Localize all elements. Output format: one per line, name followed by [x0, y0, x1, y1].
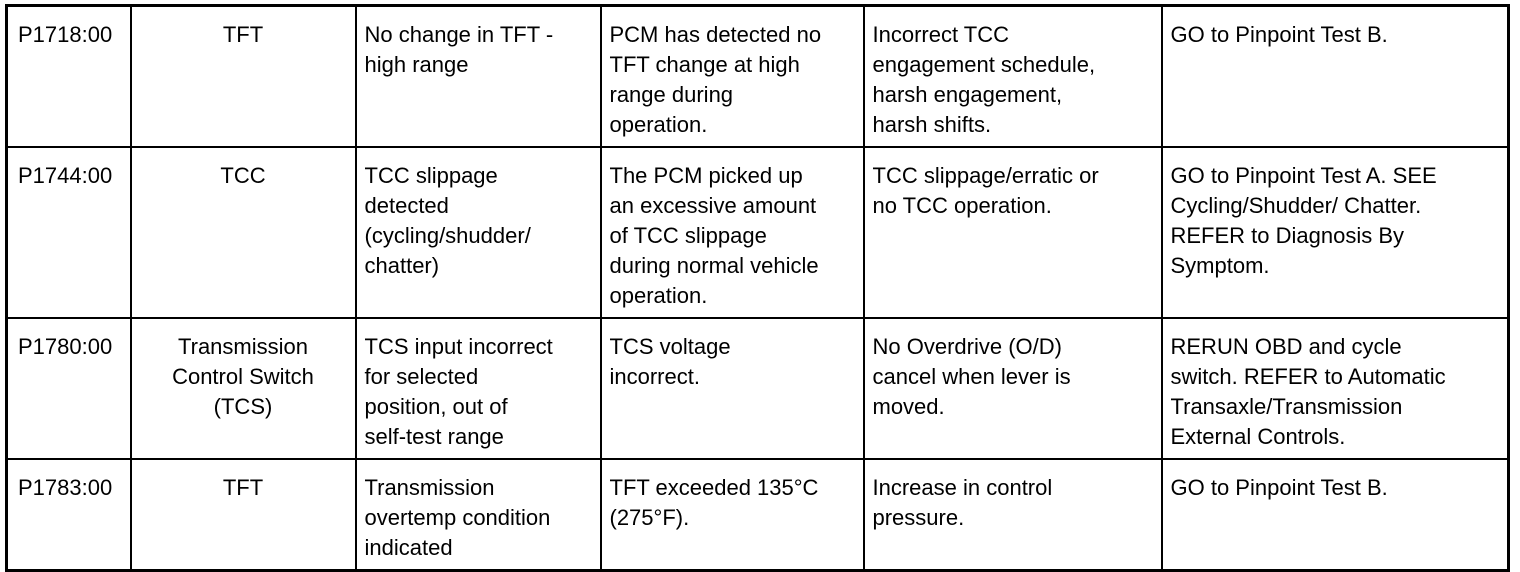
symptoms-cell: [864, 147, 1162, 318]
action-cell: [1162, 6, 1509, 148]
condition-text: TFT: [222, 22, 264, 47]
symptoms-cell: [864, 318, 1162, 459]
description-text: TCC slippage detected (cycling/shudder/ chatter): [364, 163, 531, 278]
detection-cell: [601, 318, 864, 459]
symptoms-text: Incorrect TCC engagement schedule, harsh engagement, harsh shifts.: [872, 22, 1096, 137]
action-cell: [1162, 147, 1509, 318]
detection-cell: [601, 459, 864, 571]
dtc-code: P1718:00: [18, 22, 113, 47]
dtc-code: P1780:00: [18, 334, 113, 359]
description-cell: [356, 318, 601, 459]
table-row: [7, 6, 1509, 148]
action-text: RERUN OBD and cycle switch. REFER to Automatic Transaxle/Transmission External Controls.: [1170, 334, 1446, 449]
action-cell: [1162, 318, 1509, 459]
description-text: No change in TFT - high range: [364, 22, 554, 77]
detection-text: TCS voltage incorrect.: [609, 334, 731, 389]
condition-cell: [131, 318, 356, 459]
detection-cell: [601, 147, 864, 318]
description-cell: [356, 147, 601, 318]
action-cell: [1162, 459, 1509, 571]
symptoms-text: TCC slippage/erratic or no TCC operation.: [872, 163, 1099, 218]
symptoms-text: Increase in control pressure.: [872, 475, 1053, 530]
description-cell: [356, 6, 601, 148]
condition-text: Transmission Control Switch (TCS): [172, 334, 314, 419]
detection-text: The PCM picked up an excessive amount of TCC slippage during normal vehicle operation.: [609, 163, 819, 308]
detection-text: TFT exceeded 135°C (275°F).: [609, 475, 819, 530]
table-row: [7, 147, 1509, 318]
action-text: GO to Pinpoint Test B.: [1170, 475, 1388, 500]
detection-cell: [601, 6, 864, 148]
description-text: Transmission overtemp condition indicated: [364, 475, 551, 560]
dtc-code-cell: [7, 318, 131, 459]
table-row: [7, 459, 1509, 571]
dtc-table: [5, 4, 1510, 572]
description-cell: [356, 459, 601, 571]
description-text: TCS input incorrect for selected position, out of self-test range: [364, 334, 553, 449]
condition-text: TCC: [220, 163, 266, 188]
action-text: GO to Pinpoint Test B.: [1170, 22, 1388, 47]
condition-cell: [131, 459, 356, 571]
symptoms-cell: [864, 459, 1162, 571]
condition-text: TFT: [222, 475, 264, 500]
action-text: GO to Pinpoint Test A. SEE Cycling/Shudder/ Chatter. REFER to Diagnosis By Symptom.: [1170, 163, 1437, 278]
condition-cell: [131, 147, 356, 318]
table-row: [7, 318, 1509, 459]
dtc-code: P1783:00: [18, 475, 113, 500]
symptoms-cell: [864, 6, 1162, 148]
condition-cell: [131, 6, 356, 148]
dtc-code-cell: [7, 147, 131, 318]
symptoms-text: No Overdrive (O/D) cancel when lever is moved.: [872, 334, 1071, 419]
dtc-code-cell: [7, 459, 131, 571]
dtc-code-cell: [7, 6, 131, 148]
detection-text: PCM has detected no TFT change at high range during operation.: [609, 22, 822, 137]
dtc-code: P1744:00: [18, 163, 113, 188]
